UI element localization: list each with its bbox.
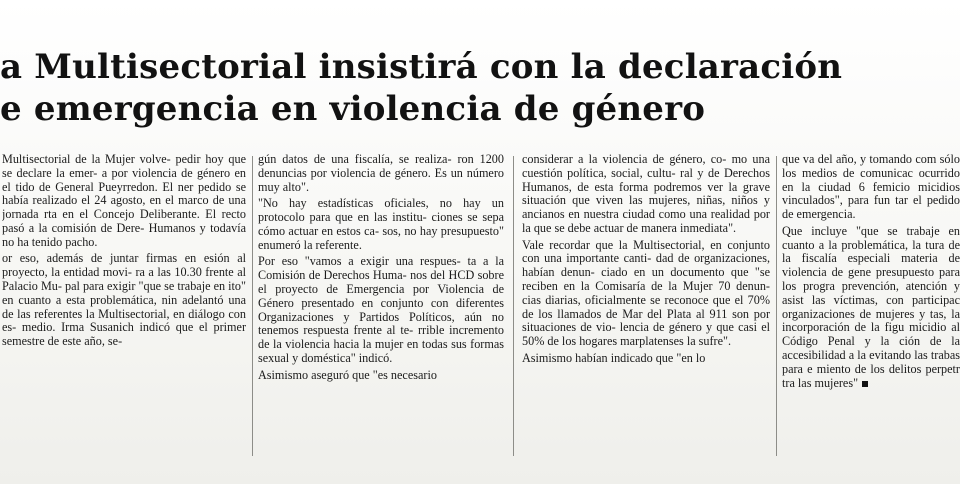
- article-paragraph: Multisectorial de la Mujer volve- pedir hoy que se declare la emer- a por violencia de género en el tido de General Pueyrredon. El ner pedido se había realizado el 24 agosto, en el marco de una jornada rta en el Concejo Deliberante. El recto pasó a la comisión de Dere- Humanos y todavía no ha tenido pacho.: [2, 153, 246, 249]
- article-paragraph: Vale recordar que la Multisectorial, en conjunto con una importante canti- dad de organizaciones, habían denun- ciado en un documento que "se reciben en la Comisaría de la Mujer 70 denun- cias diarias, oficialmente se reconoce que el 70% de los llamados de Mar del Plata al 911 son por situaciones de vio- lencia de género y que casi el 50% de los hogares marplatenses la sufre".: [522, 237, 770, 349]
- article-paragraph: "No hay estadísticas oficiales, no hay un protocolo para que en las institu- ciones se sepa cómo actuar en estos ca- sos, no hay presupuesto" enumeró la referente.: [258, 196, 504, 252]
- article-paragraph: Asimismo habían indicado que "en lo: [522, 350, 706, 365]
- article-column-4: [782, 153, 960, 463]
- article-paragraph-text: Que incluye "que se trabaje en cuanto a la problemática, la tura de la fiscalía especiali materia de violencia de gene presupuesto para los progra prevención, atención y asist las víctimas, con participac organizaciones de mujeres y tas, la incorporación de la figu micidio al Código Penal y la ción de la accesibilidad a la evitando las trabas para e miento de los delitos perpetr tra las mujeres": [782, 223, 960, 390]
- article-paragraph: gún datos de una fiscalía, se realiza- ron 1200 denuncias por violencia de género. Es un número muy alto".: [258, 153, 504, 194]
- end-of-article-mark: [862, 381, 868, 387]
- article-paragraph-last: [782, 225, 960, 390]
- column-divider: [252, 156, 253, 456]
- article-headline: [0, 46, 960, 130]
- article-paragraph: or eso, además de juntar firmas en esión al proyecto, la entidad movi- ra a las 10.30 frente al Palacio Mu- pal para exigir "que se trabaje en ito" en cuanto a esta problemática, nin adelantó una de las referentes la Multisectorial, en diálogo con es- medio. Irma Susanich indicó que el primer semestre de este año, se-: [2, 251, 246, 349]
- headline-line-2: e emergencia en violencia de género: [0, 89, 706, 130]
- article-paragraph: Por eso "vamos a exigir una respues- ta a la Comisión de Derechos Huma- nos del HCD sobre el proyecto de Emergencia por Violencia de Género presentado en conjunto con diferentes Organizaciones y Partidos Políticos, aún no tenemos respuesta frente al te- rrible incremento de la violencia hacia la mujer en todas sus formas sexual y doméstica" indicó.: [258, 254, 504, 365]
- article-body: [0, 153, 960, 463]
- article-paragraph: que va del año, y tomando com sólo los medios de comunicac ocurrido en la ciudad 6 femicio micidios vinculados", para fun tar el pedido de emergencia.: [782, 153, 960, 222]
- headline-line-1: a Multisectorial insistirá con la declaración: [0, 47, 843, 87]
- article-column-3: [522, 153, 770, 463]
- article-paragraph: Asimismo aseguró que "es necesario: [258, 367, 437, 382]
- column-divider: [776, 156, 777, 456]
- article-column-2: [258, 153, 504, 463]
- article-column-1: [2, 153, 246, 463]
- article-paragraph: considerar a la violencia de género, co- mo una cuestión política, social, cultu- ral y de Derechos Humanos, de esta forma podremos ver la grave situación que viven las mujeres, niñas, niños y ancianos en nuestra ciudad como una realidad por la que se debe actuar de manera inmediata".: [522, 153, 770, 235]
- column-divider: [513, 156, 514, 456]
